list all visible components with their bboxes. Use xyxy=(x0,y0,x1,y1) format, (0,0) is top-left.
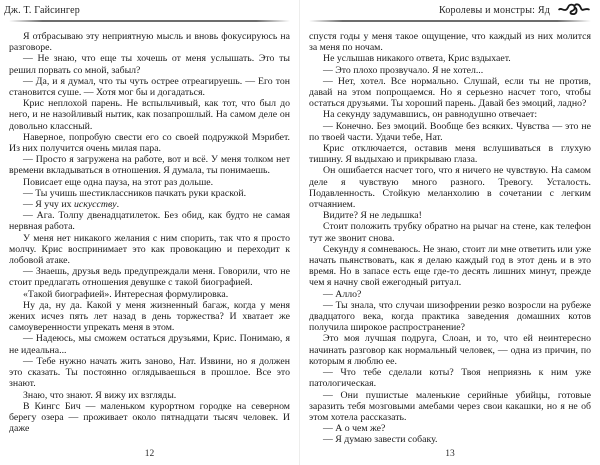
page-right xyxy=(300,0,600,465)
paragraph: — Я учу их искусству. xyxy=(23,199,120,211)
paragraph: Видите? Я не ледышка! xyxy=(323,210,422,222)
paragraph: — Надеюсь, мы сможем остаться друзьями, Крис. Понимаю, я не идеальна... xyxy=(9,333,290,356)
paragraph: Я отбрасываю эту неприятную мысль и вновь фокусируюсь на разговоре. xyxy=(9,31,290,54)
paragraph: — Это плохо прозвучало. Я не хотел... xyxy=(323,64,484,76)
paragraph: — Я думаю завести собаку. xyxy=(323,434,438,446)
header-rule-right xyxy=(309,20,591,22)
paragraph: — А о чем же? xyxy=(323,423,386,435)
running-header-title: Королевы и монстры: Яд xyxy=(438,5,550,16)
paragraph: — Что тебе сделали коты? Твоя неприязнь к ним уже патологическая. xyxy=(309,367,591,390)
page-text-right xyxy=(309,31,591,446)
paragraph: — Ты учишь шестиклассников пачкать руки краской. xyxy=(23,187,247,199)
paragraph: спустя годы у меня такое ощущение, что каждый из них молится за меня по ночам. xyxy=(309,31,591,54)
paragraph: — Тебе нужно начать жить заново, Нат. Извини, но я должен это сказать. Ты постоянно оглядываешься в прошлое. Все это знают. xyxy=(9,355,290,390)
paragraph: — Нет, хотел. Все нормально. Слушай, если ты не против, давай на этом попрощаемся. Но я серьезно насчет того, чтобы остаться друзьями. Ты хороший парень. Давай без эмоций, ладно? xyxy=(309,75,591,110)
paragraph: Крис неплохой парень. Не вспыльчивый, как тот, что был до него, и не назойливый нытик, как позапрошлый. На самом деле он довольно классный. xyxy=(9,98,290,132)
running-header-author: Дж. Т. Гайсингер xyxy=(4,5,80,16)
paragraph: Не услышав никакого ответа, Крис вздыхает. xyxy=(323,53,511,65)
paragraph: Стоит положить трубку обратно на рычаг на стене, как телефон тут же звонит снова. xyxy=(309,221,591,244)
running-header-left xyxy=(4,4,290,17)
paragraph: Наверное, попробую свести его со своей подружкой Мэрибет. Из них получится очень милая пара. xyxy=(9,131,290,155)
paragraph: В Кингс Бич — маленьком курортном городке на северном берегу озера — проживает около пятнадцати тысяч человек. И даже xyxy=(9,400,290,435)
page-text-left xyxy=(9,31,290,435)
paragraph: Секунду я сомневаюсь. Не знаю, стоит ли мне ответить или уже начать пьянствовать, как я делаю каждый год в этот день и в это время. Но в запасе есть еще где-то десять лишних минут, прежде чем я начну свой ежегодный ритуал. xyxy=(309,243,591,289)
paragraph: Это моя лучшая подруга, Слоан, и то, что ей неинтересно начинать разговор как нормальный человек, — одна из причин, по которым я люблю ее. xyxy=(309,333,591,367)
running-header-right xyxy=(309,4,591,17)
paragraph: — Они пушистые маленькие серийные убийцы, готовые заразить тебя мозговыми амебами через свои какашки, но я не об этом хотела рассказать. xyxy=(309,389,591,423)
header-rule-left xyxy=(9,20,290,22)
snake-ornament-icon xyxy=(557,2,591,19)
paragraph: На секунду задумавшись, он равнодушно отвечает: xyxy=(323,109,538,121)
paragraph: — Алло? xyxy=(323,288,362,300)
paragraph: Ну да, ну да. Какой у меня жизненный багаж, когда у меня жених исчез пять лет назад в день торжества? И хватает же самоуверенности упрекать меня в этом. xyxy=(9,299,290,334)
paragraph: Он ошибается насчет того, что я ничего не чувствую. На самом деле я чувствую много разного. Тревогу. Усталость. Подавленность. Стойкую меланхолию в сочетании с легким отчаянием. xyxy=(309,165,591,211)
paragraph: — Знаешь, друзья ведь предупреждали меня. Говорили, что не стоит предлагать отношения девушке с такой биографией. xyxy=(9,266,290,289)
paragraph: — Ага. Толпу двенадцатилеток. Без обид, как будто не самая нервная работа. xyxy=(9,210,290,233)
page-number-right: 13 xyxy=(445,449,455,459)
paragraph: Крис отключается, оставив меня вслушиваться в глухую тишину. Я выдыхаю и прикрываю глаза. xyxy=(309,143,591,166)
paragraph: — Ты знала, что случаи шизофрении резко возросли на рубеже двадцатого века, когда практика заведения домашних котов получила широкое распространение? xyxy=(309,299,591,334)
paragraph: — Да, и я думал, что ты чуть острее отреагируешь. — Его тон становится суше. — Хотя мог бы и догадаться. xyxy=(9,75,290,99)
paragraph: Повисает еще одна пауза, на этот раз дольше. xyxy=(23,176,214,188)
paragraph: «Такой биографией». Интересная формулировка. xyxy=(23,288,229,300)
paragraph: Знаю, что знают. Я вижу их взгляды. xyxy=(23,389,177,401)
page-number-left: 12 xyxy=(144,449,155,459)
paragraph: — Просто я загружена на работе, вот и всё. У меня толком нет времени вкладываться в отношения. Я думала, ты понимаешь. xyxy=(9,154,290,177)
paragraph: У меня нет никакого желания с ним спорить, так что я просто молчу. Крис воспринимает это как провокацию и переходит к лобовой атаке. xyxy=(9,232,290,267)
paragraph: — Конечно. Без эмоций. Вообще без всяких. Чувства — это не по твоей части. Удачи тебе, Нат. xyxy=(309,120,591,143)
paragraph: — Не знаю, что еще ты хочешь от меня услышать. Это ты решил порвать со мной, забыл? xyxy=(9,53,290,76)
